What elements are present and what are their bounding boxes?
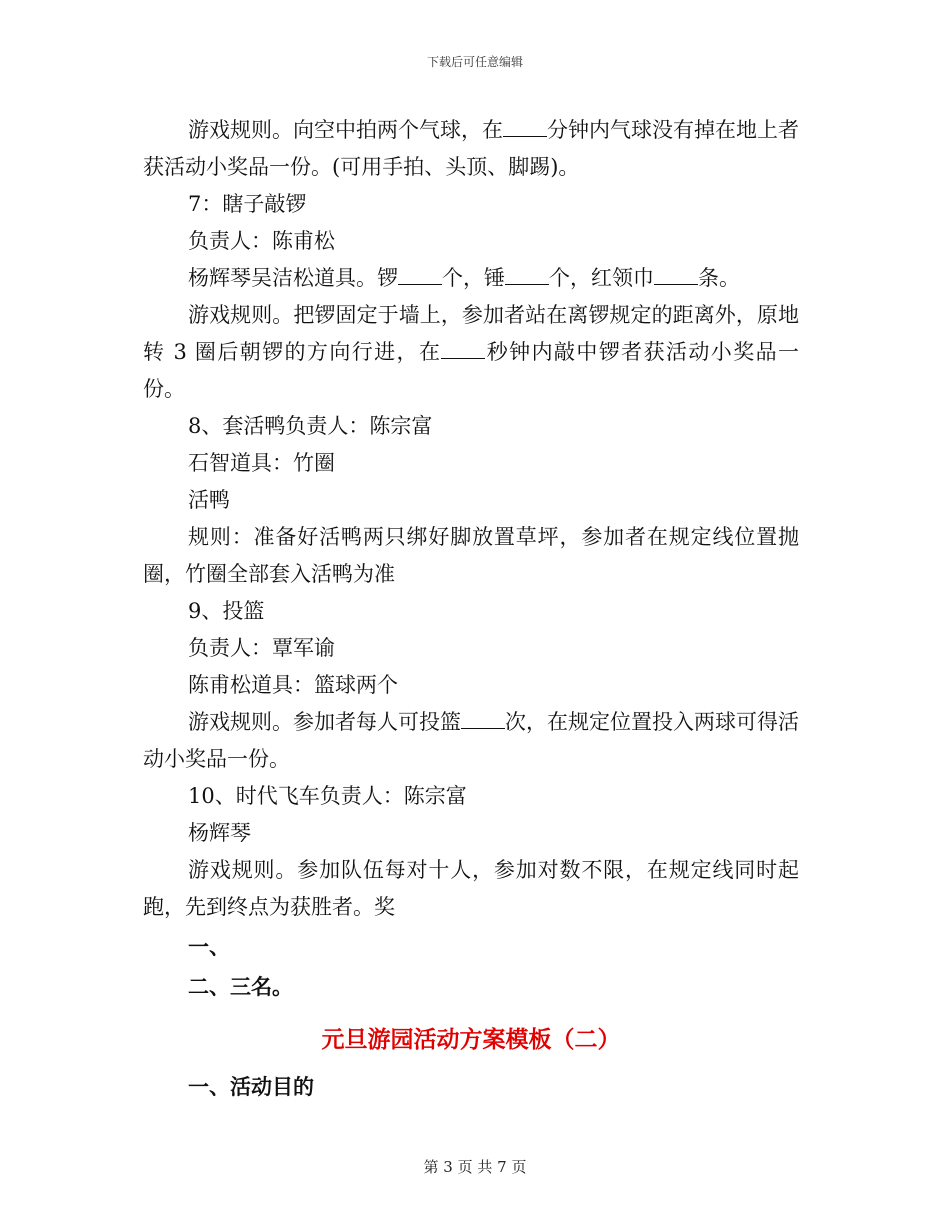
text-segment: 游戏规则。向空中拍两个气球，在 — [188, 118, 503, 142]
text-segment: 游戏规则。参加者每人可投篮 — [188, 710, 461, 734]
page-footer: 第 3 页 共 7 页 — [423, 1158, 527, 1176]
section-title-red: 元旦游园活动方案模板（二） — [321, 1027, 621, 1053]
text-segment: 条。 — [698, 266, 740, 290]
text-segment: 秒钟内敲中锣者获活动小奖品一份。 — [143, 340, 799, 401]
fill-blank — [503, 118, 547, 137]
text-segment: 分钟内气球没有掉在地上者获活动小奖品一份。(可用手拍、头顶、脚踢)。 — [143, 118, 799, 179]
section-heading-9: 9、投篮 — [188, 599, 265, 623]
fill-blank — [461, 710, 505, 729]
bold-item-1: 一、 — [188, 935, 230, 959]
text-segment: 次，在规定位置投入两球可得活动小奖品一份。 — [143, 710, 799, 771]
fill-blank — [441, 340, 485, 359]
page-header: 下载后可任意编辑 — [426, 55, 523, 69]
text-segment: 游戏规则。把锣固定于墙上，参加者站在离锣规定的距离外，原地转 3 圈后朝锣的方向行进，在 — [143, 303, 799, 364]
paragraph-props: 石智道具：竹圈 — [188, 451, 335, 475]
paragraph-gong-rules — [143, 297, 799, 408]
paragraph-props: 陈甫松道具：篮球两个 — [188, 673, 398, 697]
fill-blank — [398, 266, 442, 285]
fill-blank — [505, 266, 549, 285]
text-segment: 个，红领巾 — [549, 266, 654, 290]
paragraph-person-in-charge: 负责人：陈甫松 — [188, 229, 335, 253]
paragraph-props — [143, 260, 799, 297]
paragraph-ring-toss-rules: 规则：准备好活鸭两只绑好脚放置草坪，参加者在规定线位置抛圈，竹圈全部套入活鸭为准 — [143, 525, 799, 586]
fill-blank — [654, 266, 698, 285]
section-heading-10: 10、时代飞车负责人：陈宗富 — [188, 784, 467, 808]
section-heading-8: 8、套活鸭负责人：陈宗富 — [188, 414, 433, 438]
subheading-activity-purpose: 一、活动目的 — [188, 1075, 314, 1099]
text-segment: 个，锤 — [442, 266, 505, 290]
paragraph-race-rules: 游戏规则。参加队伍每对十人，参加对数不限，在规定线同时起跑，先到终点为获胜者。奖 — [143, 858, 799, 919]
bold-item-2: 二、三名。 — [188, 975, 293, 999]
paragraph-props: 活鸭 — [188, 488, 230, 512]
document-body — [143, 112, 799, 1106]
paragraph-balloon-rules — [143, 112, 799, 186]
paragraph-person-in-charge: 杨辉琴 — [188, 821, 251, 845]
paragraph-basketball-rules — [143, 704, 799, 778]
paragraph-person-in-charge: 负责人：覃军谕 — [188, 636, 335, 660]
text-segment: 杨辉琴吴洁松道具。锣 — [188, 266, 398, 290]
section-heading-7: 7：瞎子敲锣 — [188, 192, 307, 216]
